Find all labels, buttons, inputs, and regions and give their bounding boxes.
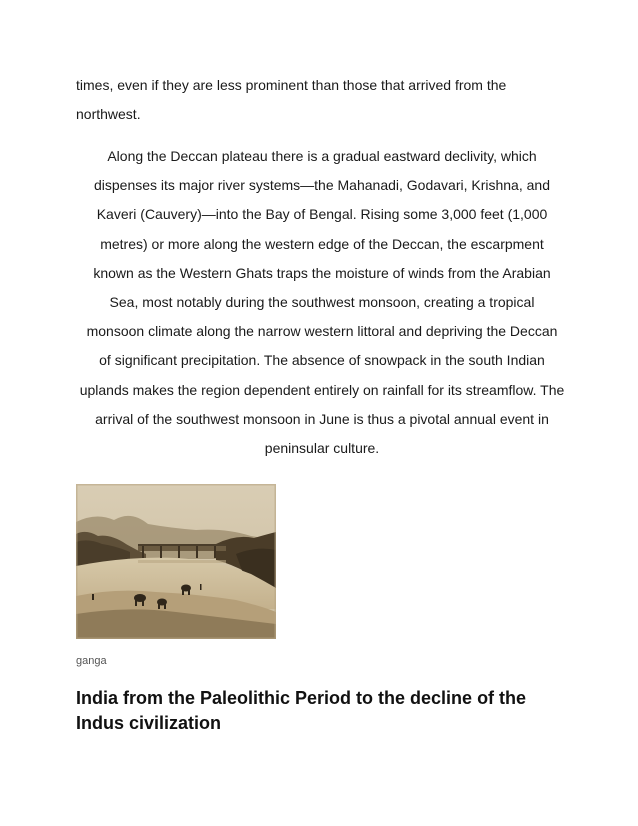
text-line: arrival of the southwest monsoon in June is thus a pivotal annual event in <box>95 410 549 427</box>
text-line: Sea, most notably during the southwest monsoon, creating a tropical <box>109 294 535 311</box>
text-line: peninsular culture. <box>264 440 380 457</box>
body-paragraph <box>72 142 572 463</box>
text-line: metres) or more along the western edge of the Deccan, the escarpment <box>100 235 544 252</box>
heading-line: India from the Paleolithic Period to the decline of the <box>76 688 527 708</box>
text-line: times, even if they are less prominent than those that arrived from the <box>76 77 507 93</box>
section-heading <box>76 686 576 736</box>
heading-line: Indus civilization <box>76 713 222 733</box>
text-line: Along the Deccan plateau there is a gradual eastward declivity, which <box>107 148 537 164</box>
sepia-river-landscape <box>76 484 276 639</box>
figure-caption: ganga <box>76 655 107 667</box>
text-line: northwest. <box>76 106 141 122</box>
text-line: uplands makes the region dependent entirely on rainfall for its streamflow. The <box>79 381 565 398</box>
text-line: Kaveri (Cauvery)—into the Bay of Bengal. Rising some 3,000 feet (1,000 <box>96 206 548 223</box>
text-line: known as the Western Ghats traps the moisture of winds from the Arabian <box>93 264 551 281</box>
text-line: monsoon climate along the narrow western littoral and depriving the Deccan <box>86 323 558 340</box>
text-line: of significant precipitation. The absence of snowpack in the south Indian <box>99 352 545 369</box>
text-line: dispenses its major river systems—the Mahanadi, Godavari, Krishna, and <box>94 177 550 194</box>
intro-paragraph <box>76 71 576 129</box>
river-photo <box>76 484 276 639</box>
